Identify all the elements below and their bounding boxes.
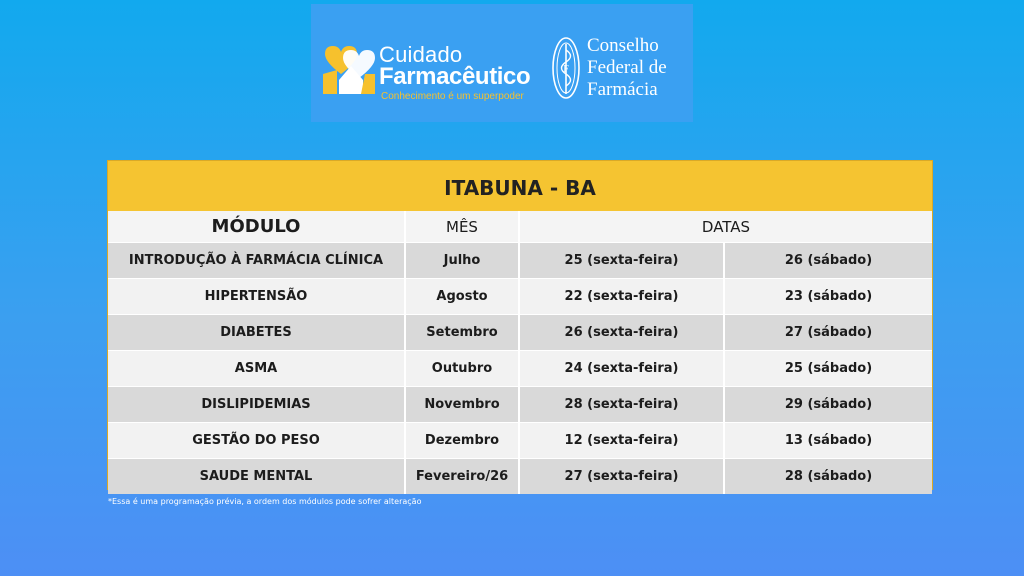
table-header-row <box>108 211 932 242</box>
brand-line-1: Cuidado <box>379 42 463 67</box>
brand-line-2: Farmacêutico <box>379 63 531 90</box>
cell-mes: Setembro <box>406 314 520 350</box>
cell-date-friday: 28 (sexta-feira) <box>520 386 725 422</box>
council-line-2: Federal de <box>587 57 667 78</box>
cell-date-saturday: 29 (sábado) <box>725 386 932 422</box>
cell-mes: Julho <box>406 242 520 278</box>
cell-date-saturday: 23 (sábado) <box>725 278 932 314</box>
cell-date-friday: 25 (sexta-feira) <box>520 242 725 278</box>
cuidado-farmaceutico-logo <box>321 38 551 102</box>
hearts-logo-icon <box>321 44 377 96</box>
cell-date-friday: 27 (sexta-feira) <box>520 458 725 494</box>
table-title: ITABUNA - BA <box>444 176 596 200</box>
table-row <box>108 278 932 314</box>
cell-mes: Fevereiro/26 <box>406 458 520 494</box>
cell-date-friday: 22 (sexta-feira) <box>520 278 725 314</box>
cell-mes: Outubro <box>406 350 520 386</box>
cell-mes: Dezembro <box>406 422 520 458</box>
council-line-3: Farmácia <box>587 79 658 100</box>
column-header-datas: DATAS <box>520 211 932 242</box>
cell-date-saturday: 27 (sábado) <box>725 314 932 350</box>
caduceus-emblem-icon <box>551 36 581 100</box>
column-header-modulo: MÓDULO <box>108 211 406 242</box>
cell-modulo: DISLIPIDEMIAS <box>108 386 406 422</box>
schedule-grid <box>108 211 932 494</box>
cell-date-saturday: 25 (sábado) <box>725 350 932 386</box>
council-line-1: Conselho <box>587 35 659 56</box>
cell-modulo: DIABETES <box>108 314 406 350</box>
cell-date-friday: 12 (sexta-feira) <box>520 422 725 458</box>
cell-modulo: INTRODUÇÃO À FARMÁCIA CLÍNICA <box>108 242 406 278</box>
brand-tagline: Conhecimento é um superpoder <box>381 91 524 102</box>
cell-modulo: GESTÃO DO PESO <box>108 422 406 458</box>
footnote: *Essa é uma programação prévia, a ordem dos módulos pode sofrer alteração <box>108 497 422 506</box>
cell-modulo: HIPERTENSÃO <box>108 278 406 314</box>
table-row <box>108 314 932 350</box>
cell-modulo: ASMA <box>108 350 406 386</box>
table-row <box>108 350 932 386</box>
cell-mes: Novembro <box>406 386 520 422</box>
cell-date-saturday: 13 (sábado) <box>725 422 932 458</box>
cff-logo <box>551 30 691 106</box>
cell-date-friday: 24 (sexta-feira) <box>520 350 725 386</box>
table-row <box>108 242 932 278</box>
cell-date-saturday: 26 (sábado) <box>725 242 932 278</box>
cell-date-friday: 26 (sexta-feira) <box>520 314 725 350</box>
cell-modulo: SAUDE MENTAL <box>108 458 406 494</box>
schedule-table <box>107 160 933 490</box>
table-row <box>108 458 932 494</box>
cell-mes: Agosto <box>406 278 520 314</box>
svg-text:F: F <box>563 64 569 75</box>
column-header-mes: MÊS <box>406 211 520 242</box>
table-row <box>108 386 932 422</box>
table-row <box>108 422 932 458</box>
header-banner <box>311 4 693 122</box>
cell-date-saturday: 28 (sábado) <box>725 458 932 494</box>
